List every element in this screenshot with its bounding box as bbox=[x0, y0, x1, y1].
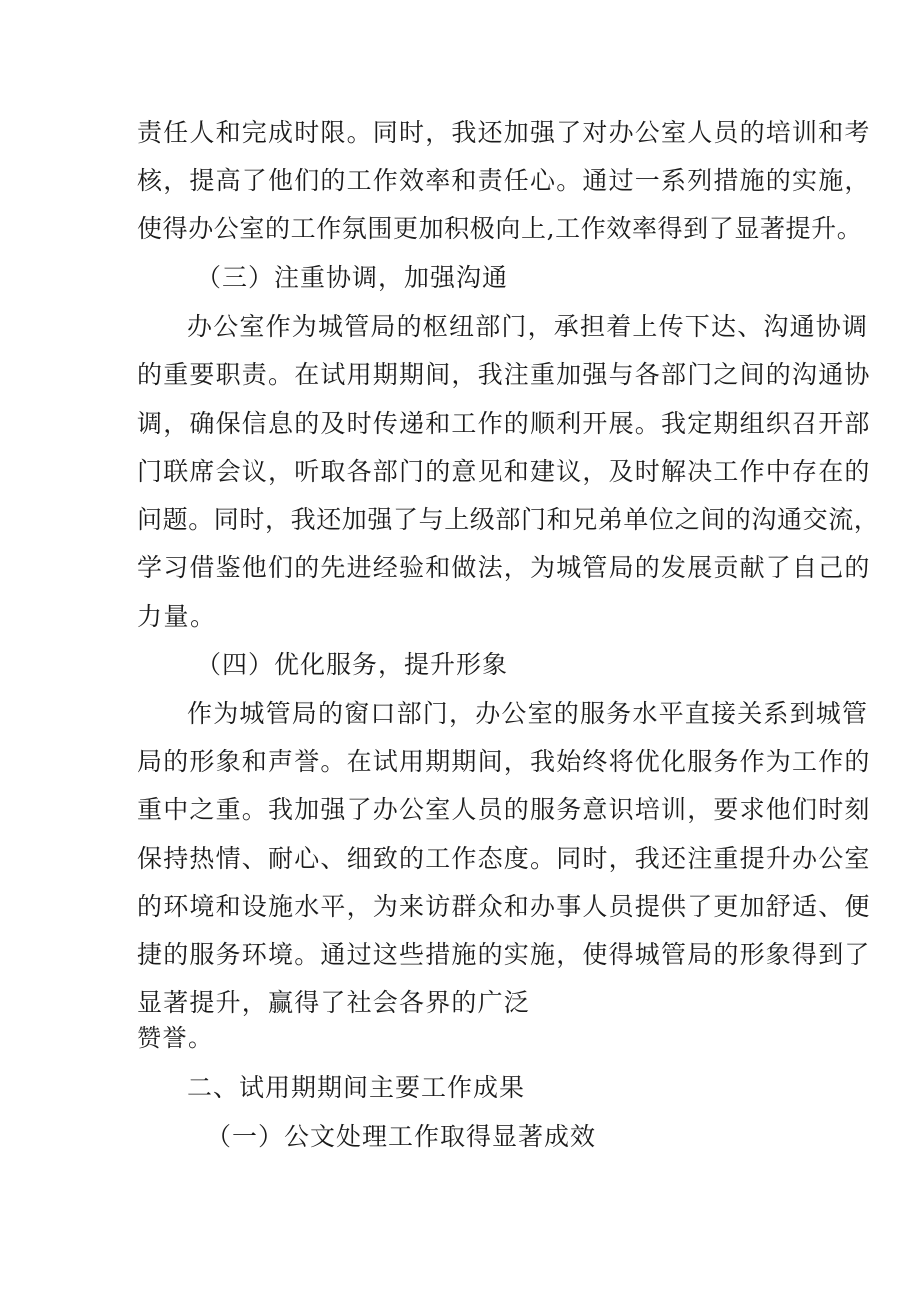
section-heading-3: （三）注重协调，加强沟通 bbox=[196, 263, 509, 292]
paragraph-line: 办公室作为城管局的枢纽部门，承担着上传下达、沟通协调 bbox=[187, 312, 869, 341]
paragraph-line: 显著提升，赢得了社会各界的广泛 bbox=[137, 988, 531, 1017]
paragraph-line: 重中之重。我加强了办公室人员的服务意识培训，要求他们时刻 bbox=[137, 795, 871, 824]
paragraph-line: 的环境和设施水平，为来访群众和办事人员提供了更加舒适、便 bbox=[137, 892, 871, 921]
paragraph-line: 调，确保信息的及时传递和工作的顺利开展。我定期组织召开部 bbox=[137, 409, 871, 438]
chapter-heading-2: 二、试用期期间主要工作成果 bbox=[187, 1073, 526, 1102]
paragraph-line: 核，提高了他们的工作效率和责任心。通过一系列措施的实施， bbox=[137, 166, 871, 195]
paragraph-line: 局的形象和声誉。在试用期期间，我始终将优化服务作为工作的 bbox=[137, 747, 871, 776]
paragraph-line: 作为城管局的窗口部门，办公室的服务水平直接关系到城管 bbox=[187, 699, 869, 728]
section-heading-4: （四）优化服务，提升形象 bbox=[196, 650, 509, 679]
paragraph-line: 使得办公室的工作氛围更加积极向上,工作效率得到了显著提升。 bbox=[137, 214, 863, 243]
paragraph-line: 的重要职责。在试用期期间，我注重加强与各部门之间的沟通协 bbox=[137, 360, 871, 389]
paragraph-line: 责任人和完成时限。同时，我还加强了对办公室人员的培训和考 bbox=[137, 118, 871, 147]
paragraph-line: 门联席会议，听取各部门的意见和建议，及时解决工作中存在的 bbox=[137, 457, 871, 486]
section-heading-1: （一）公文处理工作取得显著成效 bbox=[206, 1122, 597, 1151]
paragraph-line: 力量。 bbox=[137, 602, 217, 631]
paragraph-line: 问题。同时，我还加强了与上级部门和兄弟单位之间的沟通交流， bbox=[137, 505, 880, 534]
paragraph-line: 赞誉。 bbox=[137, 1024, 214, 1052]
paragraph-line: 保持热情、耐心、细致的工作态度。同时，我还注重提升办公室 bbox=[137, 844, 871, 873]
paragraph-line: 捷的服务环境。通过这些措施的实施，使得城管局的形象得到了 bbox=[137, 940, 871, 969]
paragraph-line: 学习借鉴他们的先进经验和做法，为城管局的发展贡献了自己的 bbox=[137, 553, 871, 582]
